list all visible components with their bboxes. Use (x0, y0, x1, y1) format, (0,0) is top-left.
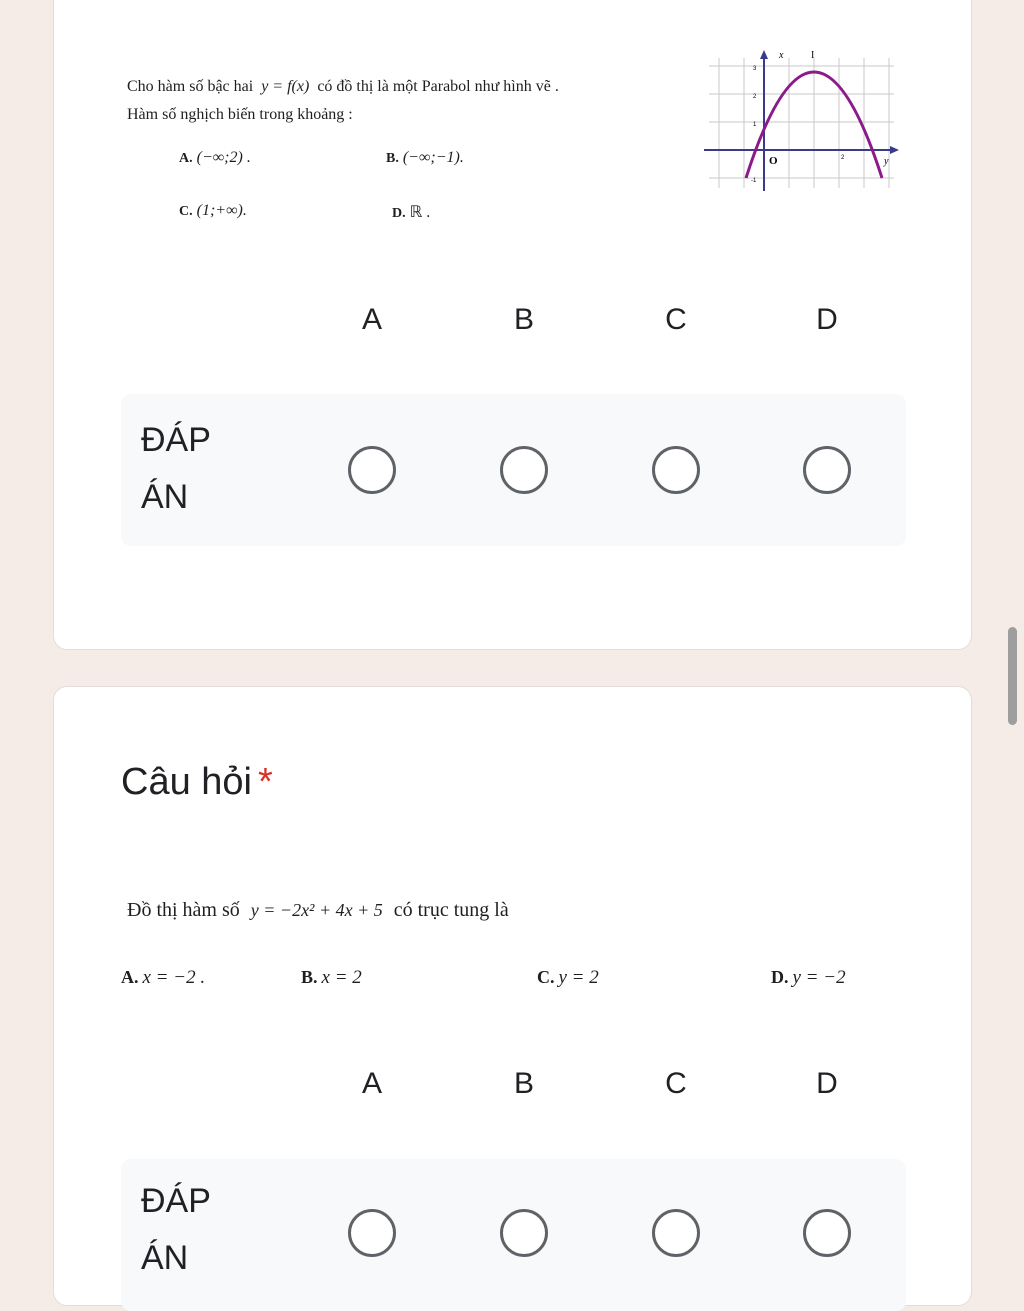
q1-option-d-letter: D. (392, 206, 406, 221)
q2-answer-label-line1: ĐÁP (141, 1182, 211, 1220)
q1-answer-label-line1: ĐÁP (141, 421, 211, 459)
q1-option-c-text: (1;+∞). (196, 202, 247, 219)
q1-radio-c[interactable] (652, 446, 700, 494)
q2-column-c: C (665, 1067, 687, 1100)
q2-option-d-text: y = −2 (792, 967, 846, 988)
q2-option-c (537, 967, 599, 989)
required-mark: * (257, 761, 273, 803)
q2-option-a-letter: A. (121, 967, 139, 987)
graph-label-origin: O (769, 155, 778, 167)
q1-option-d-text: ℝ . (409, 204, 431, 221)
q2-column-a: A (361, 1067, 382, 1100)
q1-column-b: B (513, 303, 534, 336)
q1-option-b-letter: B. (386, 151, 399, 166)
question-2-text (127, 899, 509, 922)
q2-option-d (771, 967, 846, 989)
graph-horizontal-arrow (890, 146, 899, 154)
q2-answer-label-line2: ÁN (141, 1239, 189, 1277)
q2-column-b: B (513, 1067, 534, 1100)
q2-option-a (121, 967, 205, 989)
q2-text-suffix: có trục tung là (393, 899, 509, 921)
q1-option-c-letter: C. (179, 204, 193, 219)
graph-label-i: I (811, 50, 815, 61)
graph-label-y: y (884, 156, 889, 167)
q2-radio-d[interactable] (803, 1209, 851, 1257)
question-2-title (121, 761, 273, 804)
graph-label-x: x (779, 50, 784, 61)
question-card-1 (53, 0, 972, 650)
q2-radio-a[interactable] (348, 1209, 396, 1257)
graph-tick-x2: 2 (841, 155, 845, 161)
q1-option-a-letter: A. (179, 151, 193, 166)
q2-answer-label (141, 1173, 211, 1287)
graph-vertical-arrow (760, 50, 768, 59)
question-1-line-1 (127, 78, 559, 96)
q2-option-c-text: y = 2 (558, 967, 599, 988)
q2-math: y = −2x² + 4x + 5 (250, 900, 383, 920)
q1-column-c: C (665, 303, 687, 336)
q2-option-b (301, 967, 362, 989)
question-1-line-2: Hàm số nghịch biến trong khoảng : (127, 106, 353, 123)
q2-option-c-letter: C. (537, 967, 555, 987)
q1-option-b-text: (−∞;−1). (402, 149, 464, 166)
q1-option-a-text: (−∞;2) . (196, 149, 251, 166)
q2-radio-b[interactable] (500, 1209, 548, 1257)
question-card-2 (53, 686, 972, 1306)
graph-tick-neg1: -1 (751, 178, 757, 184)
q2-option-d-letter: D. (771, 967, 789, 987)
q1-text-prefix: Cho hàm số bậc hai (127, 78, 254, 95)
q1-answer-label (141, 412, 211, 526)
page-scrollbar[interactable] (1008, 627, 1017, 725)
q1-answer-label-line2: ÁN (141, 478, 189, 516)
q1-option-b (386, 149, 464, 167)
q2-option-b-letter: B. (301, 967, 318, 987)
q1-radio-b[interactable] (500, 446, 548, 494)
q2-answer-row (121, 1159, 906, 1311)
q1-option-c (179, 202, 247, 220)
q1-text-suffix: có đồ thị là một Parabol như hình vẽ . (317, 78, 559, 95)
parabola-graph (699, 46, 899, 196)
q1-math: y = f(x) (261, 78, 310, 95)
q1-column-a: A (361, 303, 382, 336)
q2-text-prefix: Đồ thị hàm số (127, 899, 240, 921)
graph-tick-3: 3 (753, 66, 757, 72)
graph-tick-1: 1 (753, 122, 757, 128)
q1-radio-d[interactable] (803, 446, 851, 494)
q1-column-d: D (816, 303, 838, 336)
graph-tick-2: 2 (753, 94, 757, 100)
q1-radio-a[interactable] (348, 446, 396, 494)
q2-option-b-text: x = 2 (321, 967, 362, 988)
q2-radio-c[interactable] (652, 1209, 700, 1257)
q1-answer-row (121, 394, 906, 546)
question-2-title-text: Câu hỏi (121, 761, 252, 803)
q2-option-a-text: x = −2 . (142, 967, 206, 988)
q2-column-d: D (816, 1067, 838, 1100)
q1-option-d (392, 202, 430, 222)
q1-option-a (179, 149, 251, 167)
graph-grid (709, 58, 894, 188)
